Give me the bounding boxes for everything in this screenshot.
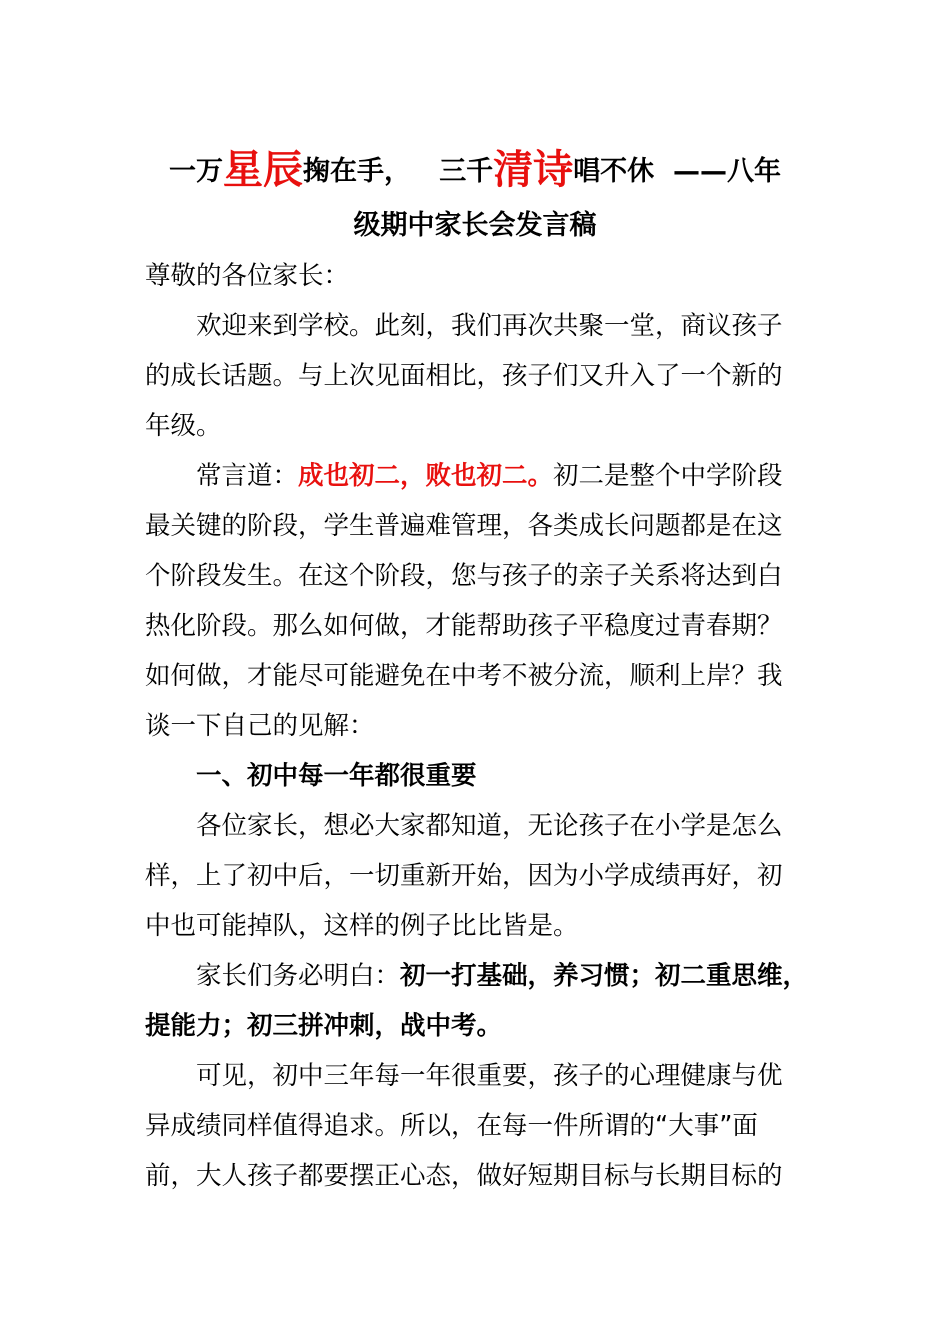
paragraph-line: 欢迎来到学校。此刻，我们再次共聚一堂，商议孩子 (196, 311, 783, 341)
paragraph-line: 热化阶段。那么如何做，才能帮助孩子平稳度过青春期？ (145, 611, 783, 641)
paragraph-line: 异成绩同样值得追求。所以，在每一件所谓的“大事”面 (145, 1111, 758, 1141)
greeting: 尊敬的各位家长： (145, 261, 350, 291)
paragraph-line: 最关键的阶段，学生普遍难管理，各类成长问题都是在这 (145, 511, 783, 541)
paragraph-line: 如何做，才能尽可能避免在中考不被分流，顺利上岸？我 (145, 661, 783, 691)
paragraph-line (196, 458, 783, 494)
paragraph-line: 个阶段发生。在这个阶段，您与孩子的亲子关系将达到白 (145, 561, 783, 591)
paragraph-line: 的成长话题。与上次见面相比，孩子们又升入了一个新的 (145, 361, 783, 391)
highlight-text: 成也初二，败也初二。 (298, 461, 554, 491)
document-title-line-2: 级期中家长会发言稿 (353, 210, 597, 241)
paragraph-text: 初二是整个中学阶段 (553, 461, 783, 491)
title-text: 掬在手， (302, 156, 411, 187)
title-text: 三千 (439, 156, 494, 187)
title-text: 唱不休 (573, 156, 655, 187)
paragraph-line: 样，上了初中后，一切重新开始，因为小学成绩再好，初 (145, 861, 783, 891)
paragraph-line: 年级。 (145, 411, 222, 441)
title-highlight-stars: 星辰 (222, 147, 303, 193)
bold-text: 初一打基础，养习惯；初二重思维， (400, 961, 809, 991)
paragraph-line: 可见，初中三年每一年很重要，孩子的心理健康与优 (196, 1061, 783, 1091)
paragraph-line: 各位家长，想必大家都知道，无论孩子在小学是怎么 (196, 811, 783, 841)
title-highlight-poems: 清诗 (493, 147, 574, 193)
paragraph-line: 前，大人孩子都要摆正心态，做好短期目标与长期目标的 (145, 1161, 783, 1191)
paragraph-text: 常言道： (196, 461, 299, 491)
section-heading: 一、初中每一年都很重要 (196, 761, 477, 791)
title-text: 一万 (168, 156, 223, 187)
paragraph-line: 谈一下自己的见解： (145, 711, 375, 741)
paragraph-text: 家长们务必明白： (196, 961, 401, 991)
paragraph-line: 提能力；初三拼冲刺，战中考。 (145, 1011, 503, 1041)
title-text: ——八年 (673, 156, 781, 187)
paragraph-line (196, 958, 808, 994)
paragraph-line: 中也可能掉队，这样的例子比比皆是。 (145, 911, 579, 941)
document-title-line-1 (0, 147, 950, 193)
